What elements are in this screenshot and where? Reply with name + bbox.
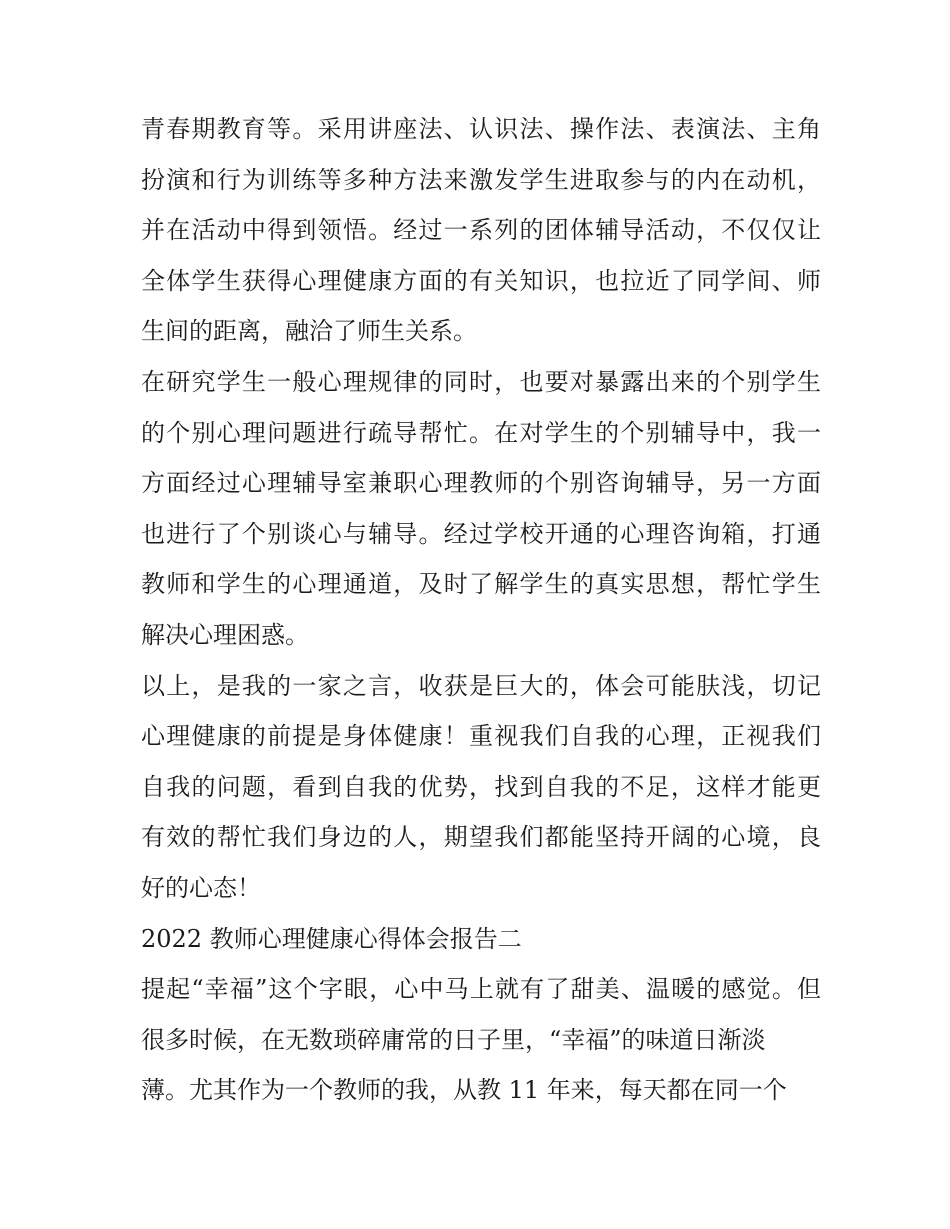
text-line: 很多时候，在无数琐碎庸常的日子里，“幸福”的味道日渐淡 [141,1025,766,1054]
text-line: 教师和学生的心理通道，及时了解学生的真实思想，帮忙学生 [141,570,821,599]
text-line: 在研究学生一般心理规律的同时，也要对暴露出来的个别学生 [141,367,821,396]
text-line: 以上，是我的一家之言，收获是巨大的，体会可能肤浅，切记 [141,671,821,700]
text-line: 自我的问题，看到自我的优势，找到自我的不足，这样才能更 [141,772,821,801]
text-line: 方面经过心理辅导室兼职心理教师的个别咨询辅导，另一方面 [141,469,821,498]
text-line: 薄。尤其作为一个教师的我，从教 11 年来，每天都在同一个 [141,1076,787,1105]
text-line: 扮演和行为训练等多种方法来激发学生进取参与的内在动机， [141,165,821,194]
text-line: 的个别心理问题进行疏导帮忙。在对学生的个别辅导中，我一 [141,418,821,447]
text-line: 并在活动中得到领悟。经过一系列的团体辅导活动，不仅仅让 [141,216,821,245]
text-line: 解决心理困惑。 [141,620,309,649]
text-line: 有效的帮忙我们身边的人，期望我们都能坚持开阔的心境，良 [141,823,821,852]
text-line: 好的心态！ [141,873,261,902]
text-line: 也进行了个别谈心与辅导。经过学校开通的心理咨询箱，打通 [141,519,821,548]
text-line: 心理健康的前提是身体健康！重视我们自我的心理，正视我们 [141,722,821,751]
section-heading: 2022 教师心理健康心得体会报告二 [141,924,522,953]
text-line: 生间的距离，融洽了师生关系。 [141,317,477,346]
text-line: 青春期教育等。采用讲座法、认识法、操作法、表演法、主角 [141,115,821,143]
text-line: 提起“幸福”这个字眼，心中马上就有了甜美、温暖的感觉。但 [141,975,821,1004]
body-text [141,104,821,1116]
text-line: 全体学生获得心理健康方面的有关知识，也拉近了同学间、师 [141,266,821,295]
